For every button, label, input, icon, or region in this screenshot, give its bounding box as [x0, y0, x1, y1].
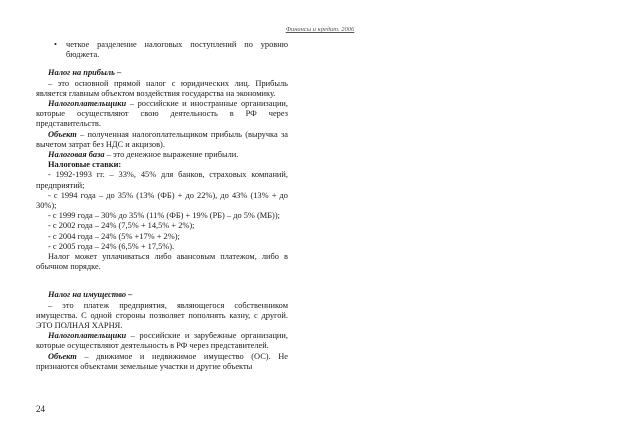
property-tax-definition: – это платеж предприятия, являющегося собственником имущества. С одной стороны позволяет пополнять казну, с другой. ЭТО ПОЛНАЯ ХАРНЯ. — [36, 300, 288, 331]
rate-item: - с 2004 года – 24% (5% +17% + 2%); — [48, 231, 180, 241]
rate-item: - 1992-1993 гг. – 33%, 45% для банков, страховых компаний, предприятий; — [36, 170, 288, 190]
profit-base-paragraph — [36, 150, 288, 160]
property-object-term: Объект — [48, 351, 77, 361]
profit-tax-heading: Налог на прибыль – — [48, 68, 122, 78]
bullet-text: четкое разделение налоговых поступлений по уровню бюджета. — [66, 40, 288, 60]
page-content — [36, 40, 288, 372]
bullet-item — [36, 40, 288, 60]
property-payers-term: Налогоплательщики — [48, 331, 127, 341]
profit-payers-text: – российские и иностранные организации, которые осуществляют свою деятельность в РФ через представительств. — [36, 99, 288, 129]
property-payers-paragraph — [36, 331, 288, 351]
bullet-icon: • — [54, 40, 57, 49]
property-tax-heading: Налог на имущество – — [48, 290, 133, 300]
profit-object-text: – полученная налогоплательщиком прибыль (выручка за вычетом затрат без НДС и акцизов). — [36, 129, 288, 149]
profit-payers-term: Налогоплательщики — [48, 99, 127, 109]
property-object-paragraph — [36, 352, 288, 372]
profit-base-term: Налоговая база — [48, 150, 105, 160]
profit-object-term: Объект — [48, 129, 77, 139]
page-number: 24 — [36, 404, 45, 414]
rate-item: - с 2005 года – 24% (6,5% + 17,5%). — [48, 241, 175, 251]
rate-item: - с 1994 года – до 35% (13% (ФБ) + до 22%), до 43% (13% + до 30%); — [36, 190, 288, 211]
property-object-text: – движимое и недвижимое имущество (ОС). Не признаются объектами земельные участки и другие объекты — [36, 351, 288, 371]
profit-payers-paragraph — [36, 99, 288, 130]
rate-item: - с 1999 года – 30% до 35% (11% (ФБ) + 19% (РБ) – до 5% (МБ)); — [48, 211, 280, 221]
rates-heading — [36, 160, 288, 170]
profit-base-text: – это денежное выражение прибыли. — [104, 150, 239, 160]
profit-object-paragraph — [36, 130, 288, 150]
advance-note: Налог может уплачиваться либо авансовым платежом, либо в обычном порядке. — [36, 252, 288, 272]
running-head: Финансы и кредит. 2006 — [285, 26, 355, 33]
rate-item: - с 2002 года – 24% (7,5% + 14,5% + 2%); — [48, 221, 195, 231]
rates-heading-text: Налоговые ставки: — [48, 160, 122, 170]
profit-tax-definition: – это основной прямой налог с юридических лиц. Прибыль является главным объектом воздействия государства на экономику. — [36, 78, 288, 98]
property-payers-text: – российские и зарубежные организации, которые осуществляют деятельность в РФ через представителей. — [36, 331, 288, 351]
